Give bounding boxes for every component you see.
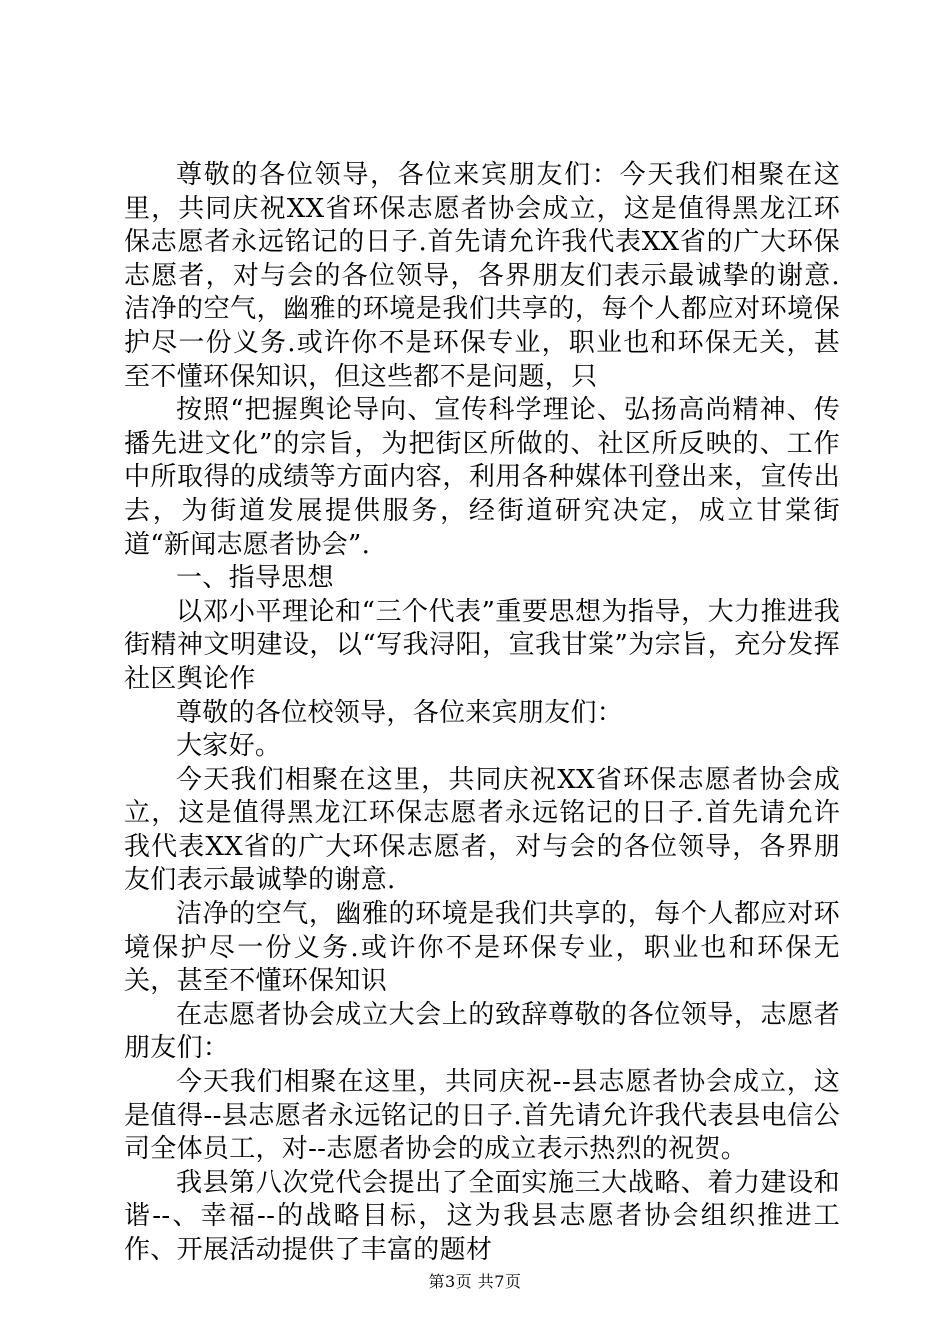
paragraph-1: 尊敬的各位领导，各位来宾朋友们：今天我们相聚在这里，共同庆祝XX省环保志愿者协会成立，这是值得黑龙江环保志愿者永远铭记的日子.首先请允许我代表XX省的广大环保志愿者，对与会的各位领导，各界朋友们表示最诚挚的谢意.洁净的空气，幽雅的环境是我们共享的，每个人都应对环境保护尽一份义务.或许你不是环保专业，职业也和环保无关，甚至不懂环保知识，但这些都不是问题，只 bbox=[124, 160, 840, 392]
greeting: 大家好。 bbox=[176, 731, 282, 762]
paragraph-5: 洁净的空气，幽雅的环境是我们共享的，每个人都应对环境保护尽一份义务.或许你不是环保专业，职业也和环保无关，甚至不懂环保知识 bbox=[124, 899, 840, 997]
page-number-footer: 第3页 共7页 bbox=[428, 1272, 522, 1291]
paragraph-4: 今天我们相聚在这里，共同庆祝XX省环保志愿者协会成立，这是值得黑龙江环保志愿者永远铭记的日子.首先请允许我代表XX省的广大环保志愿者，对与会的各位领导，各界朋友们表示最诚挚的谢意. bbox=[124, 764, 840, 896]
salutation: 尊敬的各位校领导，各位来宾朋友们： bbox=[176, 697, 624, 728]
document-body bbox=[124, 159, 840, 1268]
paragraph-6: 在志愿者协会成立大会上的致辞尊敬的各位领导，志愿者朋友们： bbox=[124, 999, 840, 1064]
paragraph-7: 今天我们相聚在这里，共同庆祝--县志愿者协会成立，这是值得--县志愿者永远铭记的日子.首先请允许我代表县电信公司全体员工，对--志愿者协会的成立表示热烈的祝贺。 bbox=[124, 1067, 840, 1165]
paragraph-2: 按照“把握舆论导向、宣传科学理论、弘扬高尚精神、传播先进文化”的宗旨，为把街区所做的、社区所反映的、工作中所取得的成绩等方面内容，利用各种媒体刊登出来，宣传出去，为街道发展提供服务，经街道研究决定，成立甘棠街道“新闻志愿者协会”. bbox=[124, 395, 840, 560]
paragraph-3: 以邓小平理论和“三个代表”重要思想为指导，大力推进我街精神文明建设，以“写我浔阳，宣我甘棠”为宗旨，充分发挥社区舆论作 bbox=[124, 596, 840, 694]
section-heading: 一、指导思想 bbox=[176, 563, 334, 594]
paragraph-8: 我县第八次党代会提出了全面实施三大战略、着力建设和谐--、幸福--的战略目标，这为我县志愿者协会组织推进工作、开展活动提供了丰富的题材 bbox=[124, 1167, 840, 1265]
